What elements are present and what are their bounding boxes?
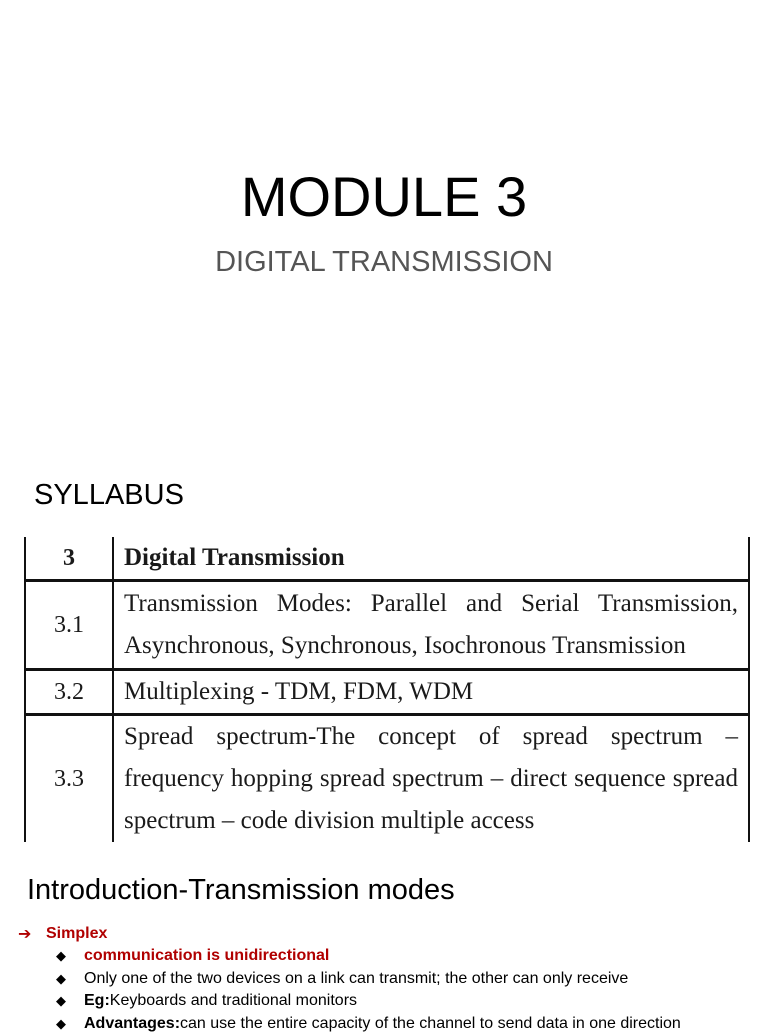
syllabus-table [24, 537, 750, 842]
diamond-bullet-icon: ◆ [56, 993, 84, 1009]
detail-label: Advantages: [84, 1015, 180, 1033]
diamond-bullet-icon: ◆ [56, 1016, 84, 1032]
topic-description: Transmission Modes: Parallel and Serial Transmission, Asynchronous, Synchronous, Isochronous Transmission [113, 581, 749, 670]
table-row [25, 715, 749, 843]
table-row [25, 537, 749, 581]
table-row [25, 581, 749, 670]
list-item [18, 945, 758, 968]
list-item [18, 968, 758, 991]
topic-description: Multiplexing - TDM, FDM, WDM [113, 670, 749, 715]
detail-label: Eg: [84, 992, 110, 1010]
topic-number: 3 [25, 537, 113, 581]
transmission-mode-list [18, 923, 758, 1035]
list-item [18, 923, 758, 1035]
syllabus-heading: SYLLABUS [34, 478, 184, 512]
page-title: MODULE 3 [0, 164, 768, 230]
topic-number: 3.1 [25, 581, 113, 670]
topic-number: 3.2 [25, 670, 113, 715]
mode-name: Simplex [46, 925, 107, 943]
topic-number: 3.3 [25, 715, 113, 843]
topic-description: Spread spectrum-The concept of spread spectrum – frequency hopping spread spectrum – direct sequence spread spectrum – code division multiple access [113, 715, 749, 843]
arrow-bullet-icon: ➔ [18, 924, 46, 944]
detail-text: can use the entire capacity of the channel to send data in one direction [180, 1015, 681, 1033]
section-heading: Introduction-Transmission modes [27, 872, 455, 908]
diamond-bullet-icon: ◆ [56, 971, 84, 987]
mode-details [18, 945, 758, 1035]
topic-description: Digital Transmission [113, 537, 749, 581]
page-subtitle: DIGITAL TRANSMISSION [0, 245, 768, 279]
detail-text: Keyboards and traditional monitors [110, 992, 357, 1010]
list-item [18, 990, 758, 1013]
diamond-bullet-icon: ◆ [56, 948, 84, 964]
syllabus-table-image [24, 537, 758, 837]
table-row [25, 670, 749, 715]
detail-text: Only one of the two devices on a link can transmit; the other can only receive [84, 970, 628, 988]
detail-text: communication is unidirectional [84, 947, 329, 965]
